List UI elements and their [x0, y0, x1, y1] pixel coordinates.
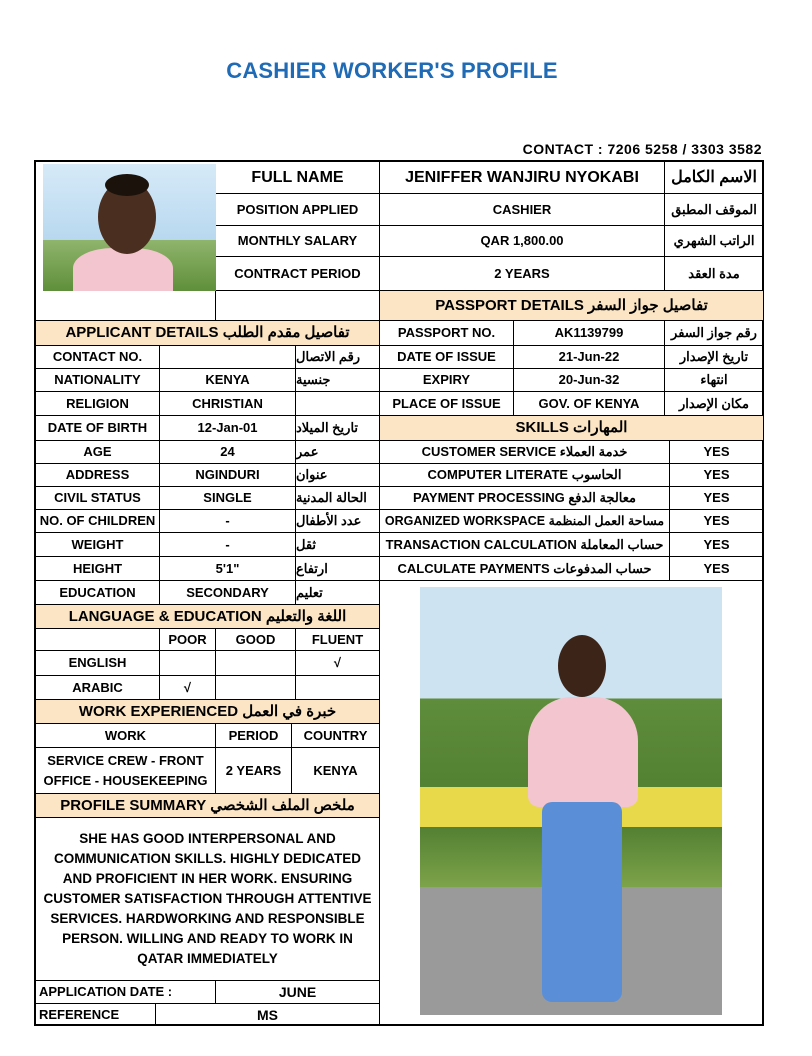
work-role-line2: OFFICE - HOUSEKEEPING	[43, 772, 208, 788]
full-name-ar: الاسم الكامل	[665, 162, 764, 194]
contact-line: CONTACT : 7206 5258 / 3303 3582	[522, 141, 762, 157]
language-header: LANGUAGE & EDUCATION اللغة والتعليم	[36, 605, 380, 629]
language-blank-head	[36, 629, 160, 651]
skill-label: CUSTOMER SERVICE خدمة العملاء	[380, 441, 670, 464]
language-col-good: GOOD	[216, 629, 296, 651]
position-label: POSITION APPLIED	[216, 194, 380, 226]
applicant-value: 5'1"	[160, 557, 296, 581]
skill-label: TRANSACTION CALCULATION حساب المعاملة	[380, 533, 670, 557]
language-poor	[160, 651, 216, 676]
applicant-ar	[296, 392, 380, 416]
skill-label: PAYMENT PROCESSING معالجة الدفع	[380, 487, 670, 510]
applicant-header: APPLICANT DETAILS تفاصيل مقدم الطلب	[36, 321, 380, 346]
language-name: ARABIC	[36, 676, 160, 700]
portrait-photo	[43, 164, 216, 291]
full-name-label: FULL NAME	[216, 162, 380, 194]
work-country: KENYA	[292, 748, 380, 794]
passport-no-ar: رقم جواز السفر	[665, 321, 764, 346]
applicant-label: AGE	[36, 441, 160, 464]
applicant-ar: تاريخ الميلاد	[296, 416, 380, 441]
work-col-period: PERIOD	[216, 724, 292, 748]
applicant-ar: عنوان	[296, 464, 380, 487]
language-poor: √	[160, 676, 216, 700]
work-period: 2 YEARS	[216, 748, 292, 794]
applicant-value: SINGLE	[160, 487, 296, 510]
applicant-value	[160, 346, 296, 369]
language-good	[216, 676, 296, 700]
language-name: ENGLISH	[36, 651, 160, 676]
language-col-fluent: FLUENT	[296, 629, 380, 651]
place-value: GOV. OF KENYA	[514, 392, 665, 416]
applicant-label: DATE OF BIRTH	[36, 416, 160, 441]
page-title: CASHIER WORKER'S PROFILE	[226, 58, 558, 83]
issue-date-label: DATE OF ISSUE	[380, 346, 514, 369]
contract-ar: مدة العقد	[665, 257, 764, 291]
skill-label: CALCULATE PAYMENTS حساب المدفوعات	[380, 557, 670, 581]
summary-text: SHE HAS GOOD INTERPERSONAL AND COMMUNICATION SKILLS. HIGHLY DEDICATED AND PROFICIENT IN HER WORK. ENSURING CUSTOMER SATISFACTION THROUGH ATTENTIVE SERVICES. HARDWORKING AND RESPONSIBLE PERSON. WILLING AND READY TO WORK IN QATAR IMMEDIATELY	[36, 818, 380, 981]
expiry-value: 20-Jun-32	[514, 369, 665, 392]
applicant-ar: عدد الأطفال	[296, 510, 380, 533]
work-col-work: WORK	[36, 724, 216, 748]
applicant-label: NO. OF CHILDREN	[36, 510, 160, 533]
skill-label: ORGANIZED WORKSPACE مساحة العمل المنظمة	[380, 510, 670, 533]
skill-label: COMPUTER LITERATE الحاسوب	[380, 464, 670, 487]
application-date-value: JUNE	[216, 981, 380, 1004]
applicant-value: NGINDURI	[160, 464, 296, 487]
salary-value: QAR 1,800.00	[380, 226, 665, 257]
contract-value: 2 YEARS	[380, 257, 665, 291]
applicant-label: RELIGION	[36, 392, 160, 416]
reference-value: MS	[156, 1004, 380, 1026]
contract-label: CONTRACT PERIOD	[216, 257, 380, 291]
skill-value: YES	[670, 487, 764, 510]
language-fluent: √	[296, 651, 380, 676]
language-fluent	[296, 676, 380, 700]
applicant-label: NATIONALITY	[36, 369, 160, 392]
applicant-label: ADDRESS	[36, 464, 160, 487]
applicant-value: CHRISTIAN	[160, 392, 296, 416]
skills-header: SKILLS المهارات	[380, 416, 764, 441]
issue-date-ar: تاريخ الإصدار	[665, 346, 764, 369]
applicant-ar: الحالة المدنية	[296, 487, 380, 510]
applicant-value: 12-Jan-01	[160, 416, 296, 441]
full-name-value: JENIFFER WANJIRU NYOKABI	[380, 162, 665, 194]
passport-no-value: AK1139799	[514, 321, 665, 346]
salary-label: MONTHLY SALARY	[216, 226, 380, 257]
expiry-ar: انتهاء	[665, 369, 764, 392]
applicant-value: -	[160, 510, 296, 533]
photo-gap-cell	[36, 291, 216, 321]
applicant-value: -	[160, 533, 296, 557]
applicant-ar: رقم الاتصال	[296, 346, 380, 369]
passport-header: PASSPORT DETAILS تفاصيل جواز السفر	[380, 291, 764, 321]
applicant-label: WEIGHT	[36, 533, 160, 557]
salary-ar: الراتب الشهري	[665, 226, 764, 257]
summary-header: PROFILE SUMMARY ملخص الملف الشخصي	[36, 794, 380, 818]
language-col-poor: POOR	[160, 629, 216, 651]
issue-date-value: 21-Jun-22	[514, 346, 665, 369]
position-ar: الموقف المطبق	[665, 194, 764, 226]
applicant-label: HEIGHT	[36, 557, 160, 581]
profile-sheet	[34, 160, 764, 1026]
skill-value: YES	[670, 533, 764, 557]
position-value: CASHIER	[380, 194, 665, 226]
applicant-value: KENYA	[160, 369, 296, 392]
applicant-label: CIVIL STATUS	[36, 487, 160, 510]
applicant-value: 24	[160, 441, 296, 464]
blank-cell	[216, 291, 380, 321]
applicant-ar: ارتفاع	[296, 557, 380, 581]
applicant-ar: ثقل	[296, 533, 380, 557]
passport-no-label: PASSPORT NO.	[380, 321, 514, 346]
applicant-ar: عمر	[296, 441, 380, 464]
reference-label: REFERENCE	[36, 1004, 156, 1026]
work-role	[36, 748, 216, 794]
application-date-label: APPLICATION DATE :	[36, 981, 216, 1004]
applicant-label: EDUCATION	[36, 581, 160, 605]
place-label: PLACE OF ISSUE	[380, 392, 514, 416]
work-col-country: COUNTRY	[292, 724, 380, 748]
expiry-label: EXPIRY	[380, 369, 514, 392]
language-good	[216, 651, 296, 676]
applicant-ar: جنسية	[296, 369, 380, 392]
applicant-label: CONTACT NO.	[36, 346, 160, 369]
place-ar: مكان الإصدار	[665, 392, 764, 416]
skill-value: YES	[670, 510, 764, 533]
applicant-ar: تعليم	[296, 581, 380, 605]
skill-value: YES	[670, 557, 764, 581]
work-role-line1: SERVICE CREW - FRONT	[47, 752, 204, 768]
skill-value: YES	[670, 441, 764, 464]
skill-value: YES	[670, 464, 764, 487]
work-header: WORK EXPERIENCED خبرة في العمل	[36, 700, 380, 724]
full-body-photo	[420, 587, 722, 1015]
applicant-value: SECONDARY	[160, 581, 296, 605]
